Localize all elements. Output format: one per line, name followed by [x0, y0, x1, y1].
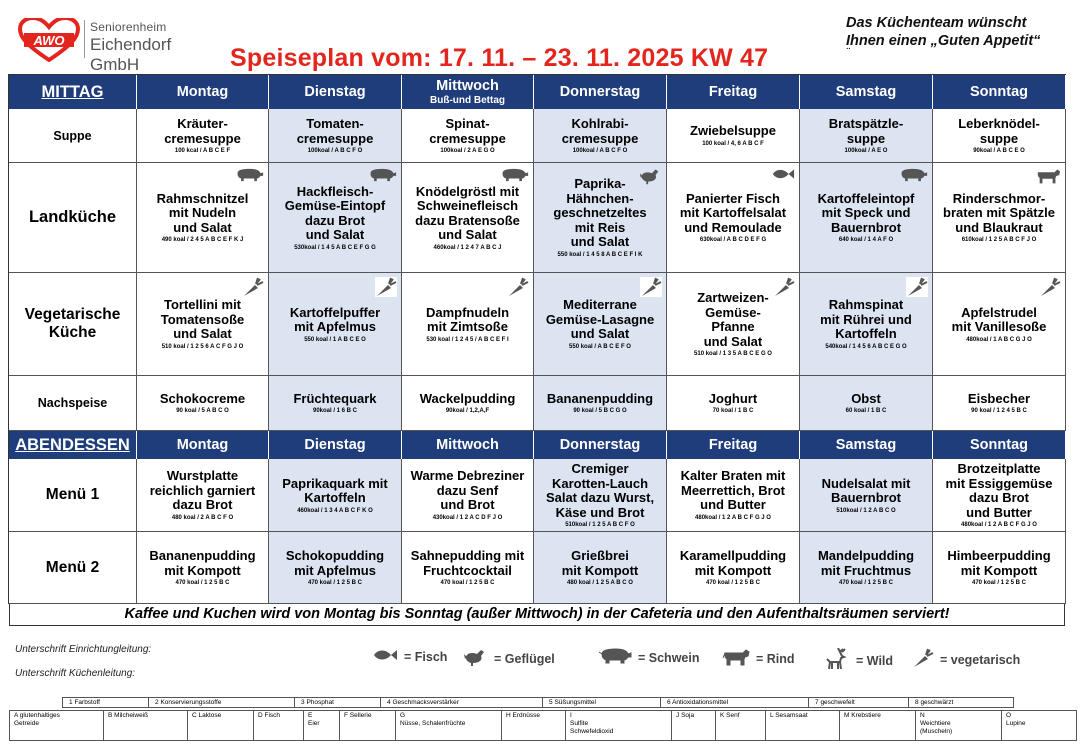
- day-name: Sonntag: [970, 84, 1028, 100]
- dish-name: Leberknödel- suppe: [958, 116, 1040, 146]
- additive-entry: [295, 698, 381, 707]
- dish-nutrition-info: 480 koal / 2 A B C F O: [171, 514, 234, 521]
- dish-name: Sahnepudding mit Fruchtcocktail: [410, 548, 525, 578]
- additive-label: Antioxidationsmittel: [672, 699, 729, 706]
- mittag-section-label: [9, 75, 137, 109]
- allergen-code: D: [258, 712, 263, 719]
- dish-name: Knödelgröstl mit Schweinefleisch dazu Bratensoße und Salat: [415, 183, 520, 242]
- menu-cell: [269, 459, 402, 532]
- dish-name: Nudelsalat mit Bauernbrot: [821, 475, 911, 505]
- day-name: Sonntag: [970, 437, 1028, 453]
- allergen-code: J: [676, 712, 680, 719]
- menu-cell: [933, 532, 1066, 604]
- signature-kitchen-lead: Unterschrift Küchenleitung:: [15, 668, 136, 679]
- dish-nutrition-info: 100 koal / 4, 6 A B C F: [702, 140, 764, 147]
- deer-icon: [824, 648, 850, 673]
- dish-nutrition-info: 90koal / 1 6 B C: [312, 408, 358, 415]
- allergen-entry: [916, 711, 1002, 740]
- day-name: Donnerstag: [559, 84, 641, 100]
- allergen-label: Laktose: [198, 712, 222, 719]
- dish-nutrition-info: 460koal / 1 3 4 A B C F K O: [297, 507, 373, 514]
- dish-nutrition-info: 510 koal / 1 2 5 6 A C F G J O: [161, 343, 244, 350]
- dish-nutrition-info: 530 koal / 1 2 4 5 / A B C E F I: [426, 336, 509, 343]
- menu-cell: [269, 273, 402, 376]
- dish-name: Rahmschnitzel mit Nudeln und Salat: [156, 190, 249, 235]
- legend-beef-label: = Rind: [756, 651, 795, 666]
- allergen-entry: [396, 711, 502, 740]
- dish-name: Paprika- Hähnchen- geschnetzeltes mit Reis und Salat: [553, 176, 647, 250]
- greeting-line2: Ihnen einen „Guten Appetit“: [846, 33, 1041, 49]
- legend-beef: [722, 648, 795, 669]
- additive-entry: [149, 698, 295, 707]
- dish-nutrition-info: 90koal / A B C E O: [973, 148, 1025, 154]
- dish-nutrition-info: 550 koal / 1 A B C E O: [304, 336, 366, 343]
- dish-name: Himbeerpudding mit Kompott: [947, 548, 1051, 578]
- day-name: Mittwoch: [436, 78, 499, 94]
- additive-entry: [661, 698, 809, 707]
- row-label: Menü 2: [9, 532, 137, 604]
- menu-cell: [137, 163, 269, 273]
- dish-name: Eisbecher: [967, 390, 1031, 406]
- day-name: Mittwoch: [436, 437, 499, 453]
- dish-nutrition-info: 550 koal / 1 4 5 8 A B C E F I K: [557, 251, 643, 258]
- row-label: Landküche: [9, 163, 137, 273]
- legend-vegetarian-label: = vegetarisch: [940, 652, 1021, 667]
- greeting-mark: ¨: [846, 47, 850, 58]
- dish-name: Bananenpudding: [546, 390, 654, 406]
- carrot-icon: [912, 648, 934, 671]
- day-name: Donnerstag: [559, 437, 641, 453]
- dish-nutrition-info: 100koal / 2 A E G O: [440, 148, 495, 154]
- dish-nutrition-info: 90 koal / 5 B C G O: [573, 408, 627, 415]
- legend-poultry-label: = Geflügel: [494, 651, 555, 666]
- abend-day-header: [800, 431, 933, 459]
- dish-name: Kalter Braten mit Meerrettich, Brot und Butter: [680, 468, 786, 513]
- mittag-day-header: [137, 75, 269, 109]
- menu-cell: [269, 532, 402, 604]
- row-label: Menü 1: [9, 459, 137, 532]
- menu-cell: [933, 459, 1066, 532]
- dish-nutrition-info: 540koal / 1 4 5 6 A B C E G O: [825, 343, 907, 350]
- carrot-icon: [1039, 277, 1061, 302]
- dish-nutrition-info: 470 koal / 1 2 5 B C: [705, 580, 761, 586]
- additive-entry: [809, 698, 909, 707]
- allergen-label: Lupine: [1006, 720, 1026, 727]
- allergen-entry: [566, 711, 672, 740]
- cow-icon: [722, 648, 750, 669]
- menu-cell: [137, 459, 269, 532]
- dish-nutrition-info: 490 koal / 2 4 5 A B C E F K J: [161, 237, 244, 244]
- additive-number: 3: [301, 699, 305, 706]
- menu-cell: [402, 459, 534, 532]
- dish-name: Wackelpudding: [419, 390, 516, 406]
- menu-cell: [534, 163, 667, 273]
- menu-cell: [269, 109, 402, 163]
- allergen-entry: [840, 711, 916, 740]
- menu-cell: [402, 109, 534, 163]
- legend-game: [824, 648, 893, 673]
- dish-nutrition-info: 480koal / 1 2 A B C F G J O: [961, 522, 1037, 528]
- carrot-icon: [375, 277, 397, 302]
- dish-name: Cremiger Karotten-Lauch Salat dazu Wurst, Käse und Brot: [545, 461, 655, 520]
- abend-day-header: [402, 431, 534, 459]
- dish-nutrition-info: 470 koal / 1 2 5 B C: [440, 580, 495, 586]
- menu-cell: [534, 109, 667, 163]
- allergen-label: Eier: [308, 720, 320, 727]
- dish-name: Kartoffelpuffer mit Apfelmus: [289, 304, 381, 334]
- menu-cell: [800, 109, 933, 163]
- logo-brand: AWO: [33, 33, 65, 48]
- dish-name: Mediterrane Gemüse-Lasagne und Salat: [545, 297, 655, 342]
- menu-cell: [269, 163, 402, 273]
- dish-name: Warme Debreziner dazu Senf und Brot: [410, 468, 525, 513]
- legend-pork-label: = Schwein: [638, 650, 700, 665]
- dish-name: Spinat- cremesuppe: [429, 116, 506, 146]
- additive-label: Geschmacksverstärker: [392, 699, 459, 706]
- abend-label-text: ABENDESSEN: [15, 435, 130, 454]
- dish-name: Tortellini mit Tomatensoße und Salat: [160, 297, 245, 342]
- allergen-entry: [304, 711, 340, 740]
- greeting-line1: Das Küchenteam wünscht: [846, 15, 1027, 31]
- menu-cell: [269, 376, 402, 431]
- dish-name: Zartweizen- Gemüse- Pfanne und Salat: [697, 290, 769, 349]
- dish-nutrition-info: 630koal / A B C D E F G: [699, 237, 767, 244]
- cow-icon: [1035, 167, 1061, 190]
- menu-cell: [800, 273, 933, 376]
- pig-icon: [598, 648, 632, 667]
- day-name: Dienstag: [304, 437, 366, 453]
- allergen-label: Sulfite Schwefeldioxid: [570, 720, 614, 735]
- dish-name: Hackfleisch- Gemüse-Eintopf dazu Brot und Salat: [284, 183, 386, 242]
- pig-icon: [234, 167, 264, 188]
- dish-nutrition-info: 90 koal / 1 2 4 5 B C: [971, 408, 1027, 415]
- dish-nutrition-info: 90 koal / 5 A B C O: [176, 408, 229, 415]
- menu-cell: [402, 163, 534, 273]
- abend-day-header: [933, 431, 1066, 459]
- pig-icon: [499, 167, 529, 188]
- menu-cell: [933, 273, 1066, 376]
- additive-label: Farbstoff: [74, 699, 100, 706]
- dish-name: Dampfnudeln mit Zimtsoße: [425, 304, 510, 334]
- menu-cell: [800, 163, 933, 273]
- allergen-code: C: [192, 712, 197, 719]
- dish-nutrition-info: 610koal / 1 2 5 A B C F J O: [961, 237, 1037, 244]
- menu-cell: [534, 273, 667, 376]
- abend-day-header: [534, 431, 667, 459]
- legend-fish: [372, 648, 447, 665]
- additive-number: 8: [915, 699, 919, 706]
- additive-number: 6: [667, 699, 671, 706]
- allergen-label: Nüsse, Schalenfrüchte: [400, 720, 466, 727]
- allergen-label: Krebstiere: [851, 712, 881, 719]
- menu-cell: [534, 459, 667, 532]
- abend-day-header: [269, 431, 402, 459]
- abend-section-label: [9, 431, 137, 459]
- dish-name: Obst: [851, 390, 881, 406]
- additive-number: 7: [815, 699, 819, 706]
- dish-name: Kräuter- cremesuppe: [164, 116, 241, 146]
- menu-cell: [933, 163, 1066, 273]
- allergen-code: G: [400, 712, 406, 719]
- menu-cell: [800, 459, 933, 532]
- greeting: [846, 14, 1040, 56]
- additive-entry: [63, 698, 149, 707]
- row-label: Vegetarische Küche: [9, 273, 137, 376]
- menu-cell: [667, 273, 800, 376]
- allergen-label: Erdnüsse: [512, 712, 540, 719]
- mittag-day-header: [402, 75, 534, 109]
- dish-nutrition-info: 100koal / A B C F O: [307, 148, 363, 154]
- carrot-icon: [507, 277, 529, 302]
- allergen-entry: [502, 711, 566, 740]
- fish-icon: [372, 648, 398, 665]
- allergen-label: Fisch: [264, 712, 281, 719]
- dish-name: Paprikaquark mit Kartoffeln: [282, 475, 388, 505]
- legend-poultry: [462, 648, 555, 669]
- org-line1: Seniorenheim: [90, 20, 167, 34]
- dish-name: Mandelpudding mit Fruchtmus: [817, 548, 915, 578]
- allergen-code: K: [720, 712, 725, 719]
- menu-cell: [667, 459, 800, 532]
- menu-cell: [137, 532, 269, 604]
- dish-nutrition-info: 640 koal / 1 4 A F O: [838, 237, 894, 244]
- day-name: Freitag: [708, 84, 758, 100]
- pig-icon: [898, 167, 928, 188]
- dish-name: Panierter Fisch mit Kartoffelsalat und Remoulade: [679, 190, 787, 235]
- additive-number: 1: [69, 699, 73, 706]
- row-label: Nachspeise: [9, 376, 137, 431]
- allergen-entry: [1002, 711, 1076, 740]
- dish-nutrition-info: 470 koal / 1 2 5 B C: [971, 580, 1027, 586]
- allergen-entry: [766, 711, 840, 740]
- dish-nutrition-info: 510 koal / 1 3 5 A B C E G O: [694, 351, 772, 357]
- dish-nutrition-info: 460koal / 1 2 4 7 A B C J: [433, 244, 502, 251]
- day-name: Samstag: [835, 84, 897, 100]
- dish-nutrition-info: 480koal / 1 2 A B C F G J O: [695, 514, 771, 521]
- allergen-entry: [10, 711, 104, 740]
- allergen-code: M: [844, 712, 850, 719]
- allergen-code: B: [108, 712, 113, 719]
- allergen-entry: [716, 711, 766, 740]
- additive-entry: [909, 698, 1015, 707]
- menu-cell: [933, 376, 1066, 431]
- dish-name: Rahmspinat mit Rührei und Kartoffeln: [820, 297, 912, 342]
- menu-cell: [667, 376, 800, 431]
- menu-cell: [137, 109, 269, 163]
- dish-name: Zwiebelsuppe: [690, 123, 776, 139]
- mittag-label-text: MITTAG: [41, 82, 104, 101]
- additive-label: geschwärzt: [920, 699, 954, 706]
- day-holiday: Buß-und Bettag: [430, 95, 505, 106]
- dish-name: Kartoffeleintopf mit Speck und Bauernbrot: [817, 190, 915, 235]
- allergen-entry: [672, 711, 716, 740]
- day-name: Freitag: [708, 437, 758, 453]
- carrot-icon: [640, 277, 662, 302]
- dish-nutrition-info: 550 koal / A B C E F O: [569, 343, 631, 350]
- mittag-day-header: [269, 75, 402, 109]
- dish-nutrition-info: 90koal / 1,2,A,F: [445, 408, 490, 415]
- dish-nutrition-info: 100 kcal / A B C E F: [174, 148, 231, 154]
- menu-cell: [137, 376, 269, 431]
- allergen-label: Senf: [726, 712, 740, 719]
- additive-entry: [381, 698, 543, 707]
- allergen-label: Sellerie: [349, 712, 372, 719]
- allergen-entry: [340, 711, 396, 740]
- dish-nutrition-info: 470 koal / 1 2 5 B C: [838, 580, 894, 586]
- menu-cell: [667, 163, 800, 273]
- allergen-code: F: [344, 712, 348, 719]
- legend-vegetarian: [912, 648, 1020, 671]
- allergens-table: [9, 710, 1077, 741]
- additive-number: 4: [387, 699, 391, 706]
- menu-cell: [137, 273, 269, 376]
- dish-name: Rinderschmor- braten mit Spätzle und Blaukraut: [943, 190, 1055, 235]
- dish-nutrition-info: 510koal / 1 2 5 A B C F O: [565, 522, 635, 528]
- awo-logo: [18, 18, 218, 74]
- additives-table: [62, 697, 1014, 708]
- dish-name: Apfelstrudel mit Vanillesoße: [951, 304, 1047, 334]
- menu-cell: [667, 109, 800, 163]
- mittag-day-header: [933, 75, 1066, 109]
- carrot-icon: [773, 277, 795, 302]
- org-line2: Eichendorf GmbH: [90, 35, 172, 74]
- coffee-note: Kaffee und Kuchen wird von Montag bis Sonntag (außer Mittwoch) in der Cafeteria und den Aufenthaltsräumen serviert!: [9, 604, 1065, 626]
- dish-name: Kohlrabi- cremesuppe: [561, 116, 639, 146]
- dish-name: Schokocreme: [159, 390, 246, 406]
- allergen-code: E: [308, 712, 313, 719]
- allergen-label: Milcheiweiß: [114, 712, 149, 719]
- dish-nutrition-info: 530koal / 1 4 5 A B C E F G G: [294, 244, 376, 251]
- signature-facility-lead: Unterschrift Einrichtungleitung:: [15, 644, 152, 655]
- dish-name: Bananenpudding mit Kompott: [149, 548, 256, 578]
- dish-nutrition-info: 60 koal / 1 B C: [845, 408, 887, 415]
- menu-cell: [933, 109, 1066, 163]
- allergen-label: Sesamsaat: [775, 712, 808, 719]
- menu-cell: [800, 532, 933, 604]
- page-title: Speiseplan vom: 17. 11. – 23. 11. 2025 KW 47: [230, 44, 769, 72]
- dish-name: Wurstplatte reichlich garniert dazu Brot: [149, 468, 256, 513]
- allergen-code: I: [570, 712, 572, 719]
- allergen-code: O: [1006, 712, 1012, 719]
- dish-name: Grießbrei mit Kompott: [561, 548, 639, 578]
- abend-day-header: [667, 431, 800, 459]
- day-name: Dienstag: [304, 84, 366, 100]
- dish-nutrition-info: 480koal / 1 A B C G J O: [966, 336, 1032, 343]
- menu-cell: [402, 376, 534, 431]
- menu-cell: [534, 532, 667, 604]
- menu-grid: [8, 74, 1066, 604]
- row-label: Suppe: [9, 109, 137, 163]
- mittag-day-header: [800, 75, 933, 109]
- additive-label: Konservierungsstoffe: [160, 699, 222, 706]
- dish-nutrition-info: 430koal / 1 2 A C D F J O: [432, 514, 503, 521]
- allergen-code: A: [14, 712, 18, 719]
- allergen-label: glutenhaltiges Getreide: [14, 712, 60, 727]
- additive-number: 5: [549, 699, 553, 706]
- chicken-icon: [462, 648, 488, 669]
- dish-name: Schokopudding mit Apfelmus: [285, 548, 385, 578]
- additive-label: Süßungsmittel: [554, 699, 596, 706]
- allergen-label: Soja: [681, 712, 695, 719]
- dish-nutrition-info: 100koal / A E O: [844, 148, 888, 154]
- menu-cell: [534, 376, 667, 431]
- mittag-day-header: [667, 75, 800, 109]
- allergen-code: L: [770, 712, 774, 719]
- carrot-icon: [242, 277, 264, 302]
- menu-cell: [402, 532, 534, 604]
- dish-name: Brotzeitplatte mit Essiggemüse dazu Brot und Butter: [945, 461, 1053, 520]
- additive-entry: [543, 698, 661, 707]
- day-name: Montag: [176, 84, 229, 100]
- heart-logo-icon: [18, 18, 80, 62]
- pig-icon: [367, 167, 397, 188]
- additive-label: Phosphat: [306, 699, 334, 706]
- dish-nutrition-info: 100koal / A B C F O: [572, 148, 628, 154]
- allergen-code: N: [920, 712, 925, 719]
- menu-cell: [667, 532, 800, 604]
- mittag-day-header: [534, 75, 667, 109]
- chicken-icon: [638, 167, 662, 190]
- dish-name: Bratspätzle- suppe: [828, 116, 904, 146]
- dish-name: Joghurt: [708, 390, 758, 406]
- legend-fish-label: = Fisch: [404, 649, 448, 664]
- allergen-entry: [104, 711, 188, 740]
- dish-nutrition-info: 70 koal / 1 B C: [712, 408, 754, 415]
- dish-nutrition-info: 480 koal / 1 2 5 A B C O: [567, 580, 633, 586]
- menu-cell: [402, 273, 534, 376]
- additive-number: 2: [155, 699, 159, 706]
- dish-nutrition-info: 470 koal / 1 2 5 B C: [307, 580, 363, 586]
- day-name: Montag: [176, 437, 229, 453]
- dish-name: Karamellpudding mit Kompott: [679, 548, 787, 578]
- menu-cell: [800, 376, 933, 431]
- allergen-code: H: [506, 712, 511, 719]
- legend-pork: [598, 648, 699, 667]
- additive-label: geschwefelt: [820, 699, 855, 706]
- carrot-icon: [906, 277, 928, 302]
- abend-day-header: [137, 431, 269, 459]
- allergen-entry: [188, 711, 254, 740]
- dish-name: Tomaten- cremesuppe: [296, 116, 374, 146]
- legend-game-label: = Wild: [856, 653, 894, 668]
- day-name: Samstag: [835, 437, 897, 453]
- fish-icon: [771, 167, 795, 186]
- dish-nutrition-info: 510koal / 1 2 A B C O: [836, 507, 896, 514]
- dish-name: Früchtequark: [293, 390, 377, 406]
- allergen-entry: [254, 711, 304, 740]
- allergen-label: Weichtiere (Muscheln): [920, 720, 953, 735]
- dish-nutrition-info: 470 koal / 1 2 5 B C: [175, 580, 230, 586]
